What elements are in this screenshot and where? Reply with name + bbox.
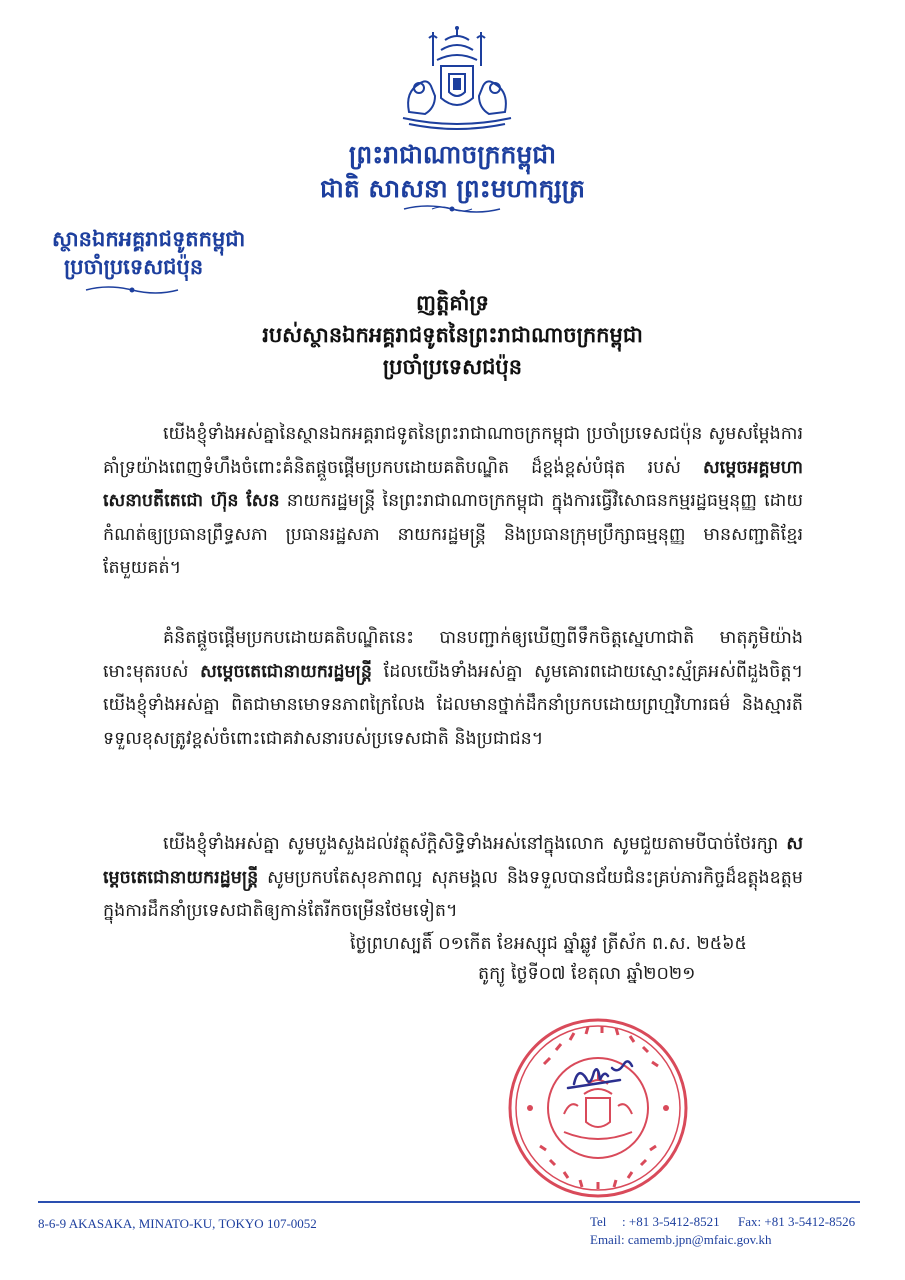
emphasis-name: សម្តេចតេជោនាយករដ្ឋមន្ត្រី <box>103 834 803 888</box>
body-paragraph-3 <box>103 828 803 930</box>
footer-address: 8-6-9 AKASAKA, MINATO-KU, TOKYO 107-0052 <box>38 1216 317 1231</box>
footer-email: Email: camemb.jpn@mfaic.gov.kh <box>590 1232 772 1247</box>
lunar-date: ថ្ងៃព្រហស្បតិ៍ ០១កើត ខែអស្សុជ ឆ្នាំឆ្លូវ ត្រីស័ក ព.ស. ២៥៦៥ <box>350 934 747 954</box>
national-motto: ជាតិ សាសនា ព្រះមហាក្សត្រ <box>320 174 585 203</box>
footer-divider <box>38 1201 860 1203</box>
paragraph-text: នាយករដ្ឋមន្ត្រី នៃព្រះរាជាណាចក្រកម្ពុជា ក្នុងការធ្វើវិសោធនកម្មរដ្ឋធម្មនុញ្ញ ដោយកំណត់ឲ្យប្រធានព្រឹទ្ធសភា ប្រធានរដ្ឋសភា នាយករដ្ឋមន្ត្រី និងប្រធានក្រុមប្រឹក្សាធម្មនុញ្ញ មានសញ្ជាតិខ្មែរតែមួយគត់។ <box>103 491 803 579</box>
document-title: ញត្តិគាំទ្រ <box>416 291 489 315</box>
royal-emblem-icon <box>395 26 519 134</box>
footer-tel-value: : +81 3-5412-8521 <box>622 1214 720 1229</box>
paragraph-text: សូមប្រកបតែសុខភាពល្អ សុភមង្គល និងទទួលបានជ័យជំនះគ្រប់ភារកិច្ចដ៏ឧត្តុងឧត្តម ក្នុងការដឹកនាំប្រទេសជាតិឲ្យកាន់តែរីកចម្រើនថែមទៀត។ <box>103 867 803 922</box>
document-subtitle-location: ប្រចាំប្រទេសជប៉ុន <box>382 355 523 379</box>
kingdom-title: ព្រះរាជាណាចក្រកម្ពុជា <box>348 140 557 169</box>
solar-date: តូក្យូ ថ្ងៃទី០៧ ខែតុលា ឆ្នាំ២០២១ <box>478 964 696 984</box>
body-paragraph-1 <box>103 418 803 588</box>
embassy-name: ស្ថានឯកអគ្គរាជទូតកម្ពុជា <box>52 227 246 251</box>
ornament-divider-icon <box>402 203 502 215</box>
document-subtitle: របស់ស្ថានឯកអគ្គរាជទូតនៃព្រះរាជាណាចក្រកម្ពុជា <box>262 323 643 347</box>
paragraph-text: គំនិតផ្តួចផ្តើមប្រកបដោយគតិបណ្ឌិតនេះ បានបញ្ជាក់ឲ្យឃើញពីទឹកចិត្តស្នេហាជាតិ មាតុភូមិយ៉ាងមោះមុតរបស់ <box>103 628 803 682</box>
paragraph-text: យើងខ្ញុំទាំងអស់គ្នា សូមបួងសួងដល់វត្ថុស័ក្តិសិទ្ធិទាំងអស់នៅក្នុងលោក សូមជួយតាមបីបាច់ថែរក្សា <box>163 834 787 854</box>
embassy-seal-icon <box>504 1014 692 1202</box>
footer-tel-label: Tel <box>590 1214 607 1229</box>
emphasis-name: សម្តេចអគ្គមហាសេនាបតីតេជោ ហ៊ុន សែន <box>103 457 803 512</box>
paragraph-text: យើងខ្ញុំទាំងអស់គ្នានៃស្ថានឯកអគ្គរាជទូតនៃព្រះរាជាណាចក្រកម្ពុជា ប្រចាំប្រទេសជប៉ុន សូមសម្តែងការគាំទ្រយ៉ាងពេញទំហឹងចំពោះគំនិតផ្តួចផ្តើមប្រកបដោយគតិបណ្ឌិត ដ៏ខ្ពង់ខ្ពស់បំផុត របស់ <box>103 424 803 478</box>
embassy-location: ប្រចាំប្រទេសជប៉ុន <box>64 255 204 279</box>
emphasis-name: សម្តេចតេជោនាយករដ្ឋមន្ត្រី <box>200 661 372 682</box>
footer-fax: Fax: +81 3-5412-8526 <box>738 1214 856 1229</box>
paragraph-text: ដែលយើងទាំងអស់គ្នា សូមគោរពដោយស្មោះស្ម័គ្រអស់ពីដួងចិត្ត។ យើងខ្ញុំទាំងអស់គ្នា ពិតជាមានមោទនភាពក្រៃលែង ដែលមានថ្នាក់ដឹកនាំប្រកបដោយព្រហ្មវិហារធម៌ និងស្មារតីទទួលខុសត្រូវខ្ពស់ចំពោះជោគវាសនារបស់ប្រទេសជាតិ និងប្រជាជន។ <box>103 661 803 749</box>
body-paragraph-2 <box>103 622 803 792</box>
